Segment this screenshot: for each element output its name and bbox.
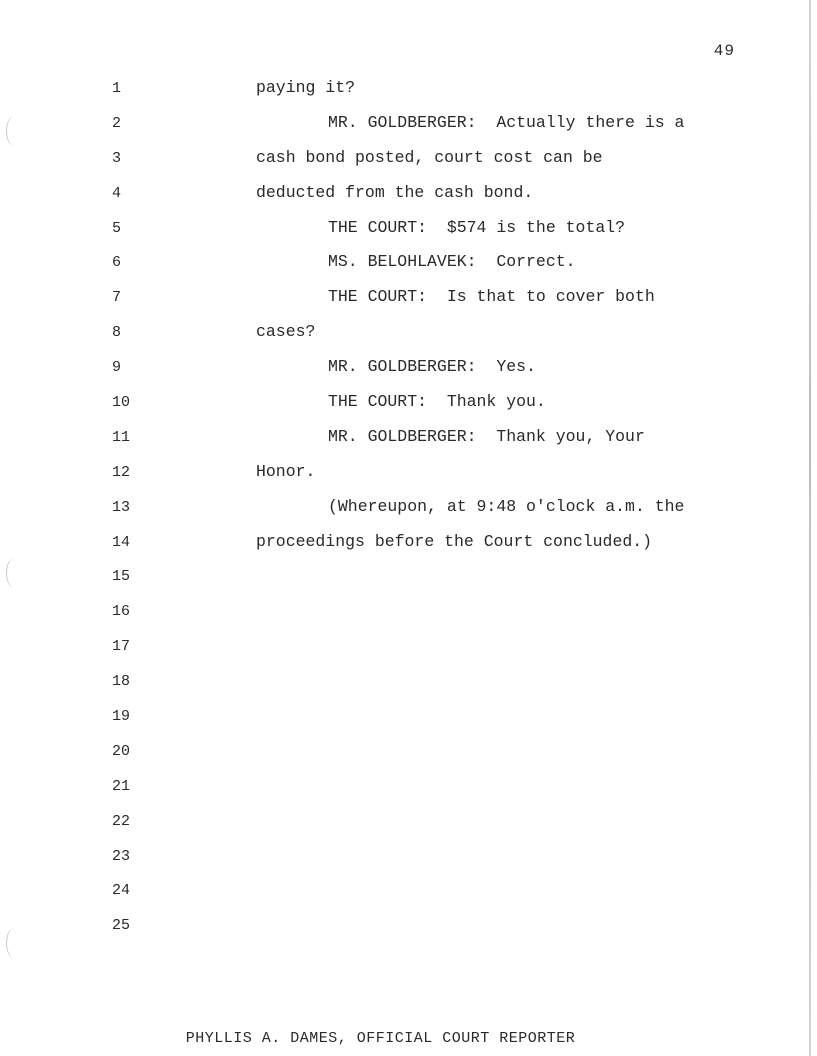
transcript-line (0, 838, 817, 873)
line-number: 23 (112, 847, 131, 865)
transcript-line (0, 698, 817, 733)
line-number: 24 (112, 882, 131, 900)
line-number: 5 (112, 219, 122, 237)
line-text: MS. BELOHLAVEK: Correct. (328, 252, 576, 272)
line-text: Honor. (256, 461, 316, 481)
line-number: 14 (112, 533, 131, 551)
transcript-line (0, 872, 817, 907)
line-number: 15 (112, 568, 131, 586)
line-text: cases? (256, 322, 316, 342)
line-number: 1 (112, 80, 122, 97)
transcript-line (0, 314, 817, 349)
transcript-line (0, 524, 817, 559)
line-number: 12 (112, 463, 131, 481)
transcript-line (0, 175, 817, 210)
transcript-line (0, 349, 817, 384)
line-number: 21 (112, 777, 131, 795)
line-text: (Whereupon, at 9:48 o'clock a.m. the (328, 496, 685, 516)
transcript-line (0, 803, 817, 838)
line-number: 13 (112, 498, 131, 516)
transcript-line (0, 489, 817, 524)
line-text: deducted from the cash bond. (256, 182, 534, 202)
line-text: THE COURT: Is that to cover both (328, 287, 655, 307)
line-text: paying it? (256, 78, 356, 97)
transcript-line (0, 628, 817, 663)
transcript-line (0, 593, 817, 628)
line-text: cash bond posted, court cost can be (256, 147, 603, 167)
line-number: 22 (112, 812, 131, 830)
line-text: MR. GOLDBERGER: Thank you, Your (328, 426, 645, 446)
line-number: 17 (112, 638, 131, 656)
line-number: 10 (112, 394, 131, 412)
transcript-line (0, 140, 817, 175)
line-text: MR. GOLDBERGER: Yes. (328, 357, 536, 377)
line-number: 6 (112, 254, 122, 272)
transcript-line (0, 105, 817, 140)
line-number: 25 (112, 917, 131, 935)
line-number: 20 (112, 742, 131, 760)
transcript-line (0, 558, 817, 593)
transcript-line (0, 454, 817, 489)
line-number: 2 (112, 114, 122, 132)
transcript-line (0, 210, 817, 245)
line-number: 3 (112, 149, 122, 167)
line-number: 18 (112, 673, 131, 691)
line-text: MR. GOLDBERGER: Actually there is a (328, 112, 685, 132)
line-text: THE COURT: $574 is the total? (328, 217, 626, 237)
transcript-body (0, 70, 817, 942)
line-number: 11 (112, 428, 131, 446)
line-number: 4 (112, 184, 122, 202)
page-number: 49 (713, 42, 735, 60)
transcript-line (0, 663, 817, 698)
line-text: proceedings before the Court concluded.) (256, 531, 653, 551)
line-number: 16 (112, 603, 131, 621)
transcript-line (0, 244, 817, 279)
transcript-line (0, 279, 817, 314)
line-number: 9 (112, 359, 122, 377)
transcript-line (0, 419, 817, 454)
transcript-line (0, 733, 817, 768)
line-number: 7 (112, 289, 122, 307)
page-footer (0, 1030, 817, 1047)
transcript-line (0, 768, 817, 803)
line-number: 8 (112, 324, 122, 342)
court-reporter-credit: PHYLLIS A. DAMES, OFFICIAL COURT REPORTER (185, 1030, 576, 1047)
transcript-line (0, 907, 817, 942)
line-number: 19 (112, 708, 131, 726)
transcript-line (0, 70, 817, 105)
line-text: THE COURT: Thank you. (328, 392, 546, 412)
transcript-line (0, 384, 817, 419)
